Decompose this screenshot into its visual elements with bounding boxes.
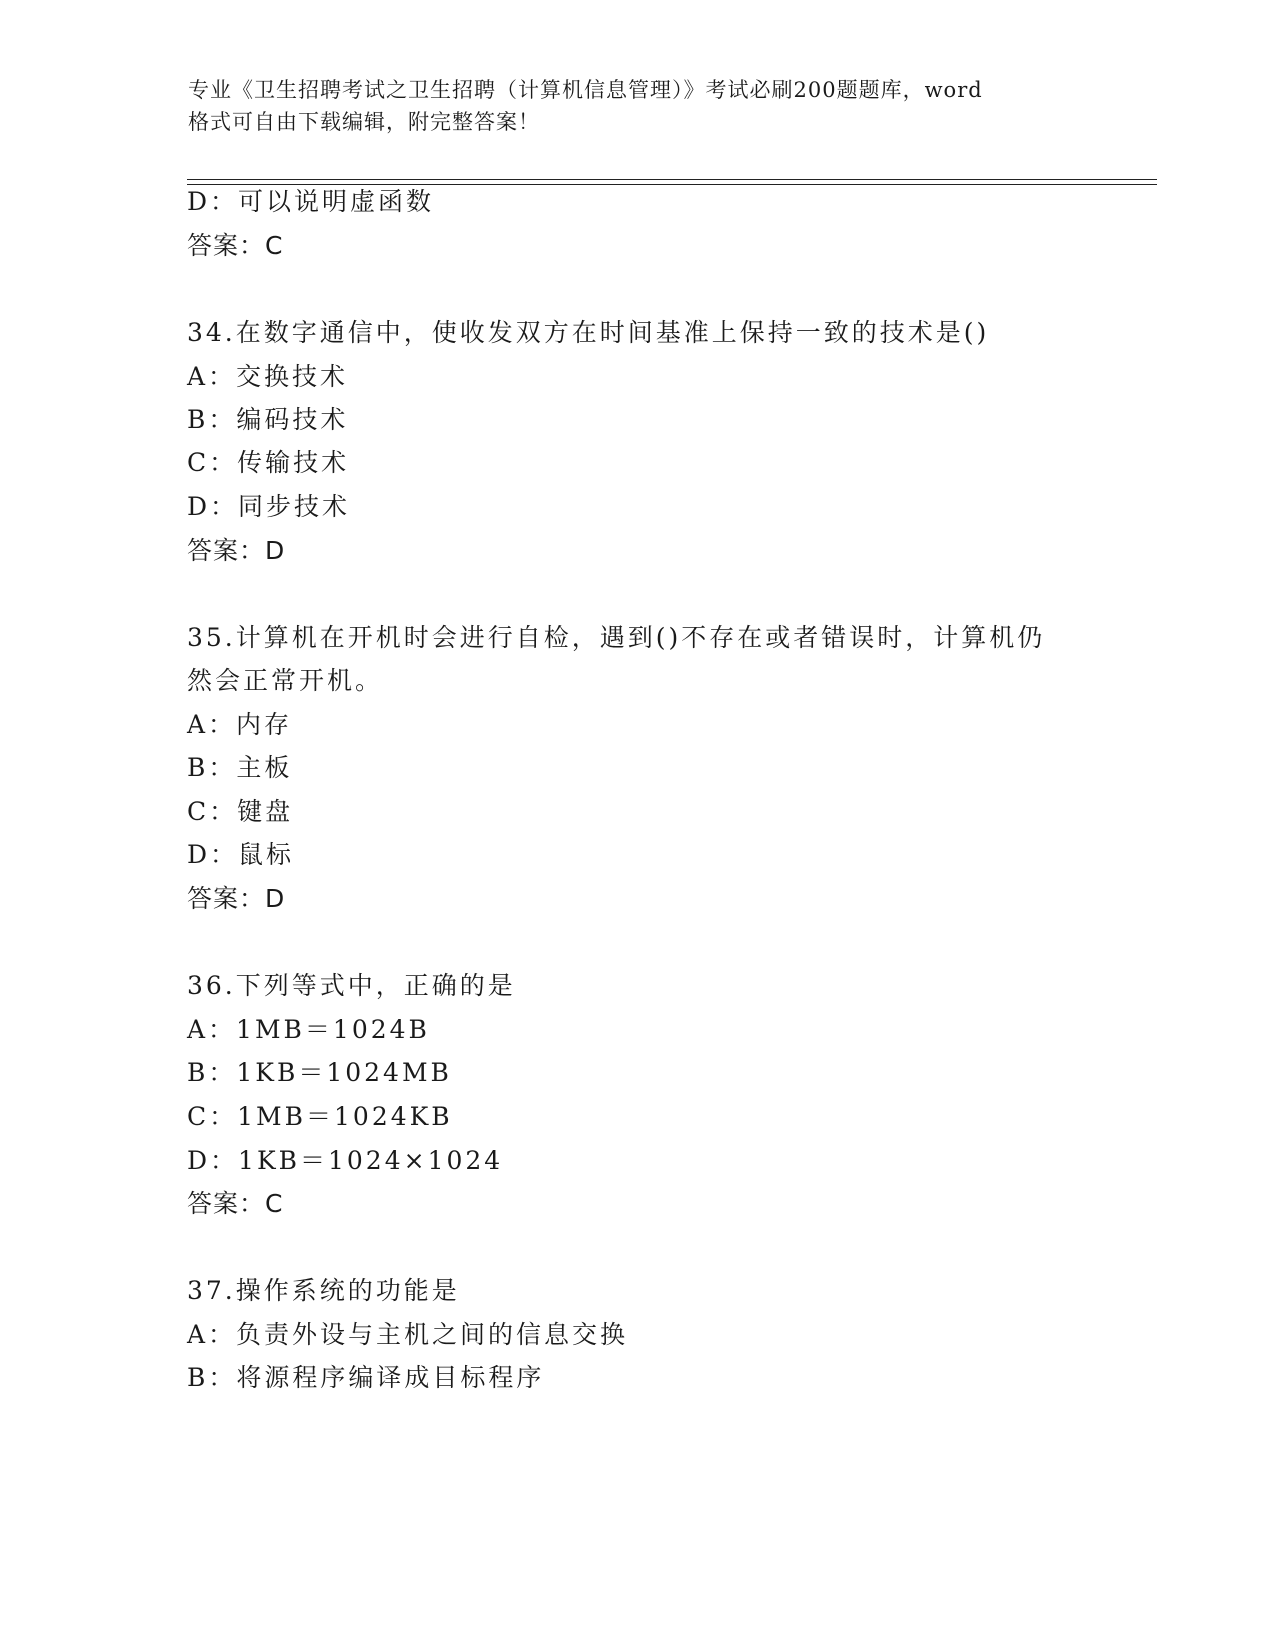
document-header (188, 74, 1088, 138)
question-35-line-2: 然会正常开机。 (187, 666, 384, 695)
question-36: 36.下列等式中，正确的是 (187, 971, 516, 1000)
question-36-option-d: D：1KB＝1024×1024 (187, 1146, 504, 1175)
question-34-answer: 答案：D (187, 536, 286, 565)
question-35-option-d: D：鼠标 (187, 840, 295, 869)
question-34: 34.在数字通信中，使收发双方在时间基准上保持一致的技术是() (187, 318, 990, 347)
header-title-line-2: 格式可自由下载编辑，附完整答案！ (188, 110, 540, 134)
header-title-line-1: 专业《卫生招聘考试之卫生招聘（计算机信息管理）》考试必刷200题题库，word (188, 78, 983, 102)
question-35-option-c: C：键盘 (187, 797, 294, 826)
question-36-option-a: A：1MB＝1024B (187, 1015, 430, 1044)
question-34-option-c: C：传输技术 (187, 448, 350, 477)
question-37: 37.操作系统的功能是 (187, 1276, 460, 1305)
question-35-option-a: A：内存 (187, 710, 293, 739)
question-34-option-d: D：同步技术 (187, 492, 351, 521)
header-divider-bottom (187, 184, 1157, 185)
previous-option-d: D：可以说明虚函数 (187, 187, 435, 216)
question-36-option-b: B：1KB＝1024MB (187, 1058, 452, 1087)
question-34-option-b: B：编码技术 (187, 405, 349, 434)
question-37-option-a: A：负责外设与主机之间的信息交换 (187, 1320, 629, 1349)
question-36-option-c: C：1MB＝1024KB (187, 1102, 453, 1131)
question-37-option-b: B：将源程序编译成目标程序 (187, 1363, 545, 1392)
question-35-answer: 答案：D (187, 884, 286, 913)
header-divider-top (187, 179, 1157, 180)
question-36-answer: 答案：C (187, 1189, 284, 1218)
previous-answer: 答案：C (187, 231, 284, 260)
question-35-option-b: B：主板 (187, 753, 293, 782)
question-35-line-1: 35.计算机在开机时会进行自检，遇到()不存在或者错误时，计算机仍 (187, 623, 1046, 652)
question-34-option-a: A：交换技术 (187, 362, 349, 391)
